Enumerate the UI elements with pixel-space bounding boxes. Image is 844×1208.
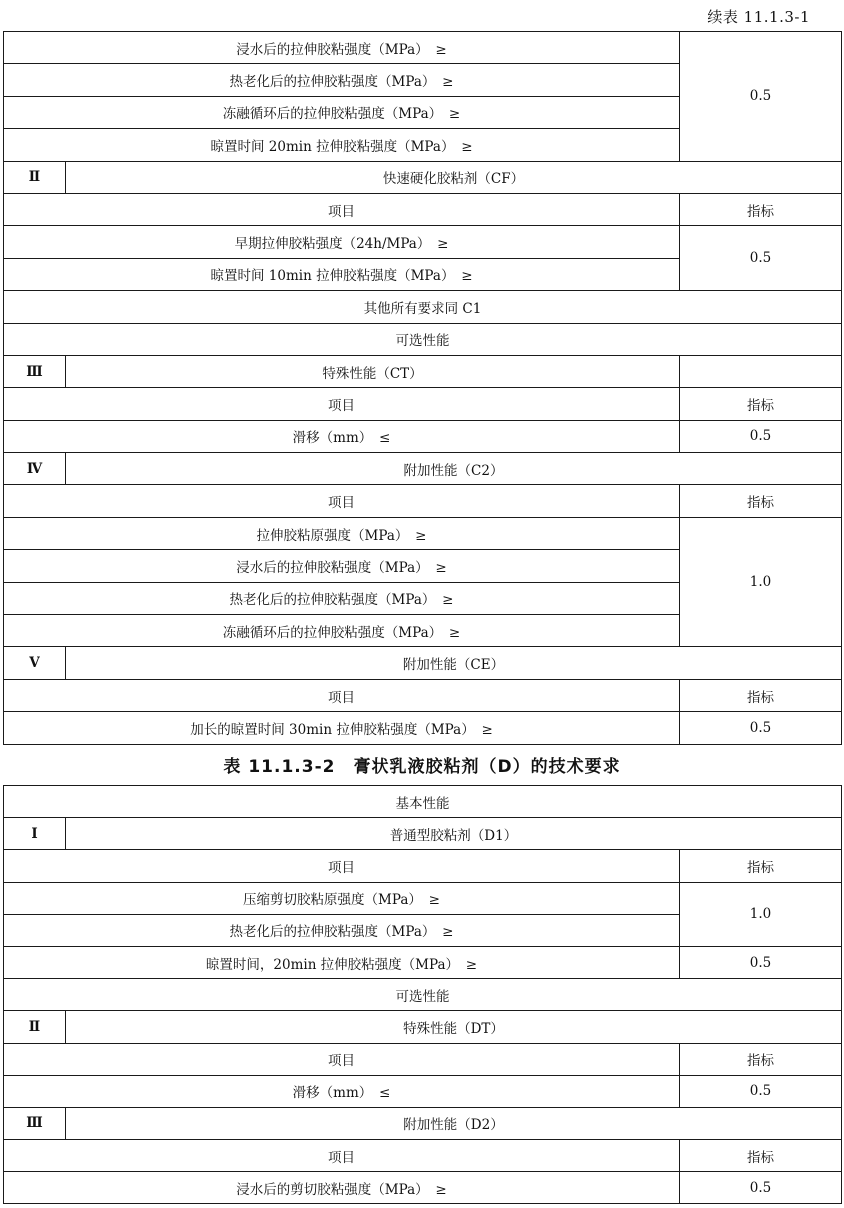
header-row [4, 1043, 842, 1075]
table-row [4, 1172, 842, 1204]
section-number: Ⅱ [4, 1011, 66, 1043]
item-cell: 热老化后的拉伸胶粘强度（MPa） ≥ [4, 64, 680, 96]
table-row [4, 712, 842, 744]
item-cell: 早期拉伸胶粘强度（24h/MPa） ≥ [4, 226, 680, 258]
section-title: 附加性能（C2） [66, 453, 842, 485]
index-header: 指标 [680, 388, 842, 420]
basic-header: 基本性能 [4, 786, 842, 818]
item-cell: 冻融循环后的拉伸胶粘强度（MPa） ≥ [4, 615, 680, 647]
section-title: 特殊性能（DT） [66, 1011, 842, 1043]
value-cell: 0.5 [680, 1075, 842, 1107]
table-row [4, 517, 842, 549]
index-header: 指标 [680, 485, 842, 517]
item-header: 项目 [4, 193, 680, 225]
table-row [4, 946, 842, 978]
item-header: 项目 [4, 1140, 680, 1172]
value-cell: 0.5 [680, 946, 842, 978]
section-number: Ⅳ [4, 453, 66, 485]
section-title: 特殊性能（CT） [66, 355, 680, 387]
table-row [4, 226, 842, 258]
header-row [4, 485, 842, 517]
value-cell: 1.0 [680, 517, 842, 647]
section-row [4, 1011, 842, 1043]
index-header: 指标 [680, 193, 842, 225]
table-row [4, 882, 842, 914]
item-cell: 冻融循环后的拉伸胶粘强度（MPa） ≥ [4, 96, 680, 128]
table-caption: 表 11.1.3-2 膏状乳液胶粘剂（D）的技术要求 [223, 757, 621, 777]
item-header: 项目 [4, 1043, 680, 1075]
table-row [4, 32, 842, 64]
optional-header: 可选性能 [4, 323, 842, 355]
note-cell: 其他所有要求同 C1 [4, 291, 842, 323]
item-cell: 浸水后的剪切胶粘强度（MPa） ≥ [4, 1172, 680, 1204]
value-cell: 1.0 [680, 882, 842, 946]
section-number: Ⅲ [4, 355, 66, 387]
item-cell: 晾置时间，20min 拉伸胶粘强度（MPa） ≥ [4, 946, 680, 978]
header-row [4, 193, 842, 225]
value-cell: 0.5 [680, 712, 842, 744]
section-number: Ⅰ [4, 818, 66, 850]
item-cell: 晾置时间 10min 拉伸胶粘强度（MPa） ≥ [4, 258, 680, 290]
section-row [4, 647, 842, 679]
table-row [4, 979, 842, 1011]
header-row [4, 1140, 842, 1172]
section-title: 普通型胶粘剂（D1） [66, 818, 842, 850]
item-cell: 滑移（mm） ≤ [4, 1075, 680, 1107]
value-cell: 0.5 [680, 420, 842, 452]
section-title: 快速硬化胶粘剂（CF） [66, 161, 842, 193]
section-number: Ⅲ [4, 1107, 66, 1139]
section-number: Ⅱ [4, 161, 66, 193]
item-cell: 热老化后的拉伸胶粘强度（MPa） ≥ [4, 582, 680, 614]
index-header: 指标 [680, 679, 842, 711]
index-header: 指标 [680, 850, 842, 882]
item-cell: 晾置时间 20min 拉伸胶粘强度（MPa） ≥ [4, 129, 680, 161]
section-title: 附加性能（D2） [66, 1107, 842, 1139]
section-row [4, 453, 842, 485]
item-cell: 热老化后的拉伸胶粘强度（MPa） ≥ [4, 914, 680, 946]
item-header: 项目 [4, 850, 680, 882]
table-row [4, 1075, 842, 1107]
item-cell: 压缩剪切胶粘原强度（MPa） ≥ [4, 882, 680, 914]
table-11-1-3-2 [3, 785, 842, 1204]
table-row [4, 291, 842, 323]
value-cell: 0.5 [680, 226, 842, 291]
index-header: 指标 [680, 1043, 842, 1075]
item-cell: 拉伸胶粘原强度（MPa） ≥ [4, 517, 680, 549]
section-row [4, 818, 842, 850]
table-row [4, 786, 842, 818]
section-row [4, 161, 842, 193]
continuation-label: 续表 11.1.3-1 [707, 8, 810, 26]
item-cell: 加长的晾置时间 30min 拉伸胶粘强度（MPa） ≥ [4, 712, 680, 744]
item-header: 项目 [4, 485, 680, 517]
item-cell: 滑移（mm） ≤ [4, 420, 680, 452]
value-cell: 0.5 [680, 1172, 842, 1204]
table-row [4, 323, 842, 355]
value-cell: 0.5 [680, 32, 842, 162]
section-number: Ⅴ [4, 647, 66, 679]
item-header: 项目 [4, 388, 680, 420]
table-11-1-3-1-continued [3, 31, 842, 745]
optional-header: 可选性能 [4, 979, 842, 1011]
empty-cell [680, 355, 842, 387]
section-title: 附加性能（CE） [66, 647, 842, 679]
header-row [4, 850, 842, 882]
item-cell: 浸水后的拉伸胶粘强度（MPa） ≥ [4, 550, 680, 582]
item-header: 项目 [4, 679, 680, 711]
table-row [4, 420, 842, 452]
header-row [4, 679, 842, 711]
section-row [4, 355, 842, 387]
header-row [4, 388, 842, 420]
item-cell: 浸水后的拉伸胶粘强度（MPa） ≥ [4, 32, 680, 64]
section-row [4, 1107, 842, 1139]
index-header: 指标 [680, 1140, 842, 1172]
